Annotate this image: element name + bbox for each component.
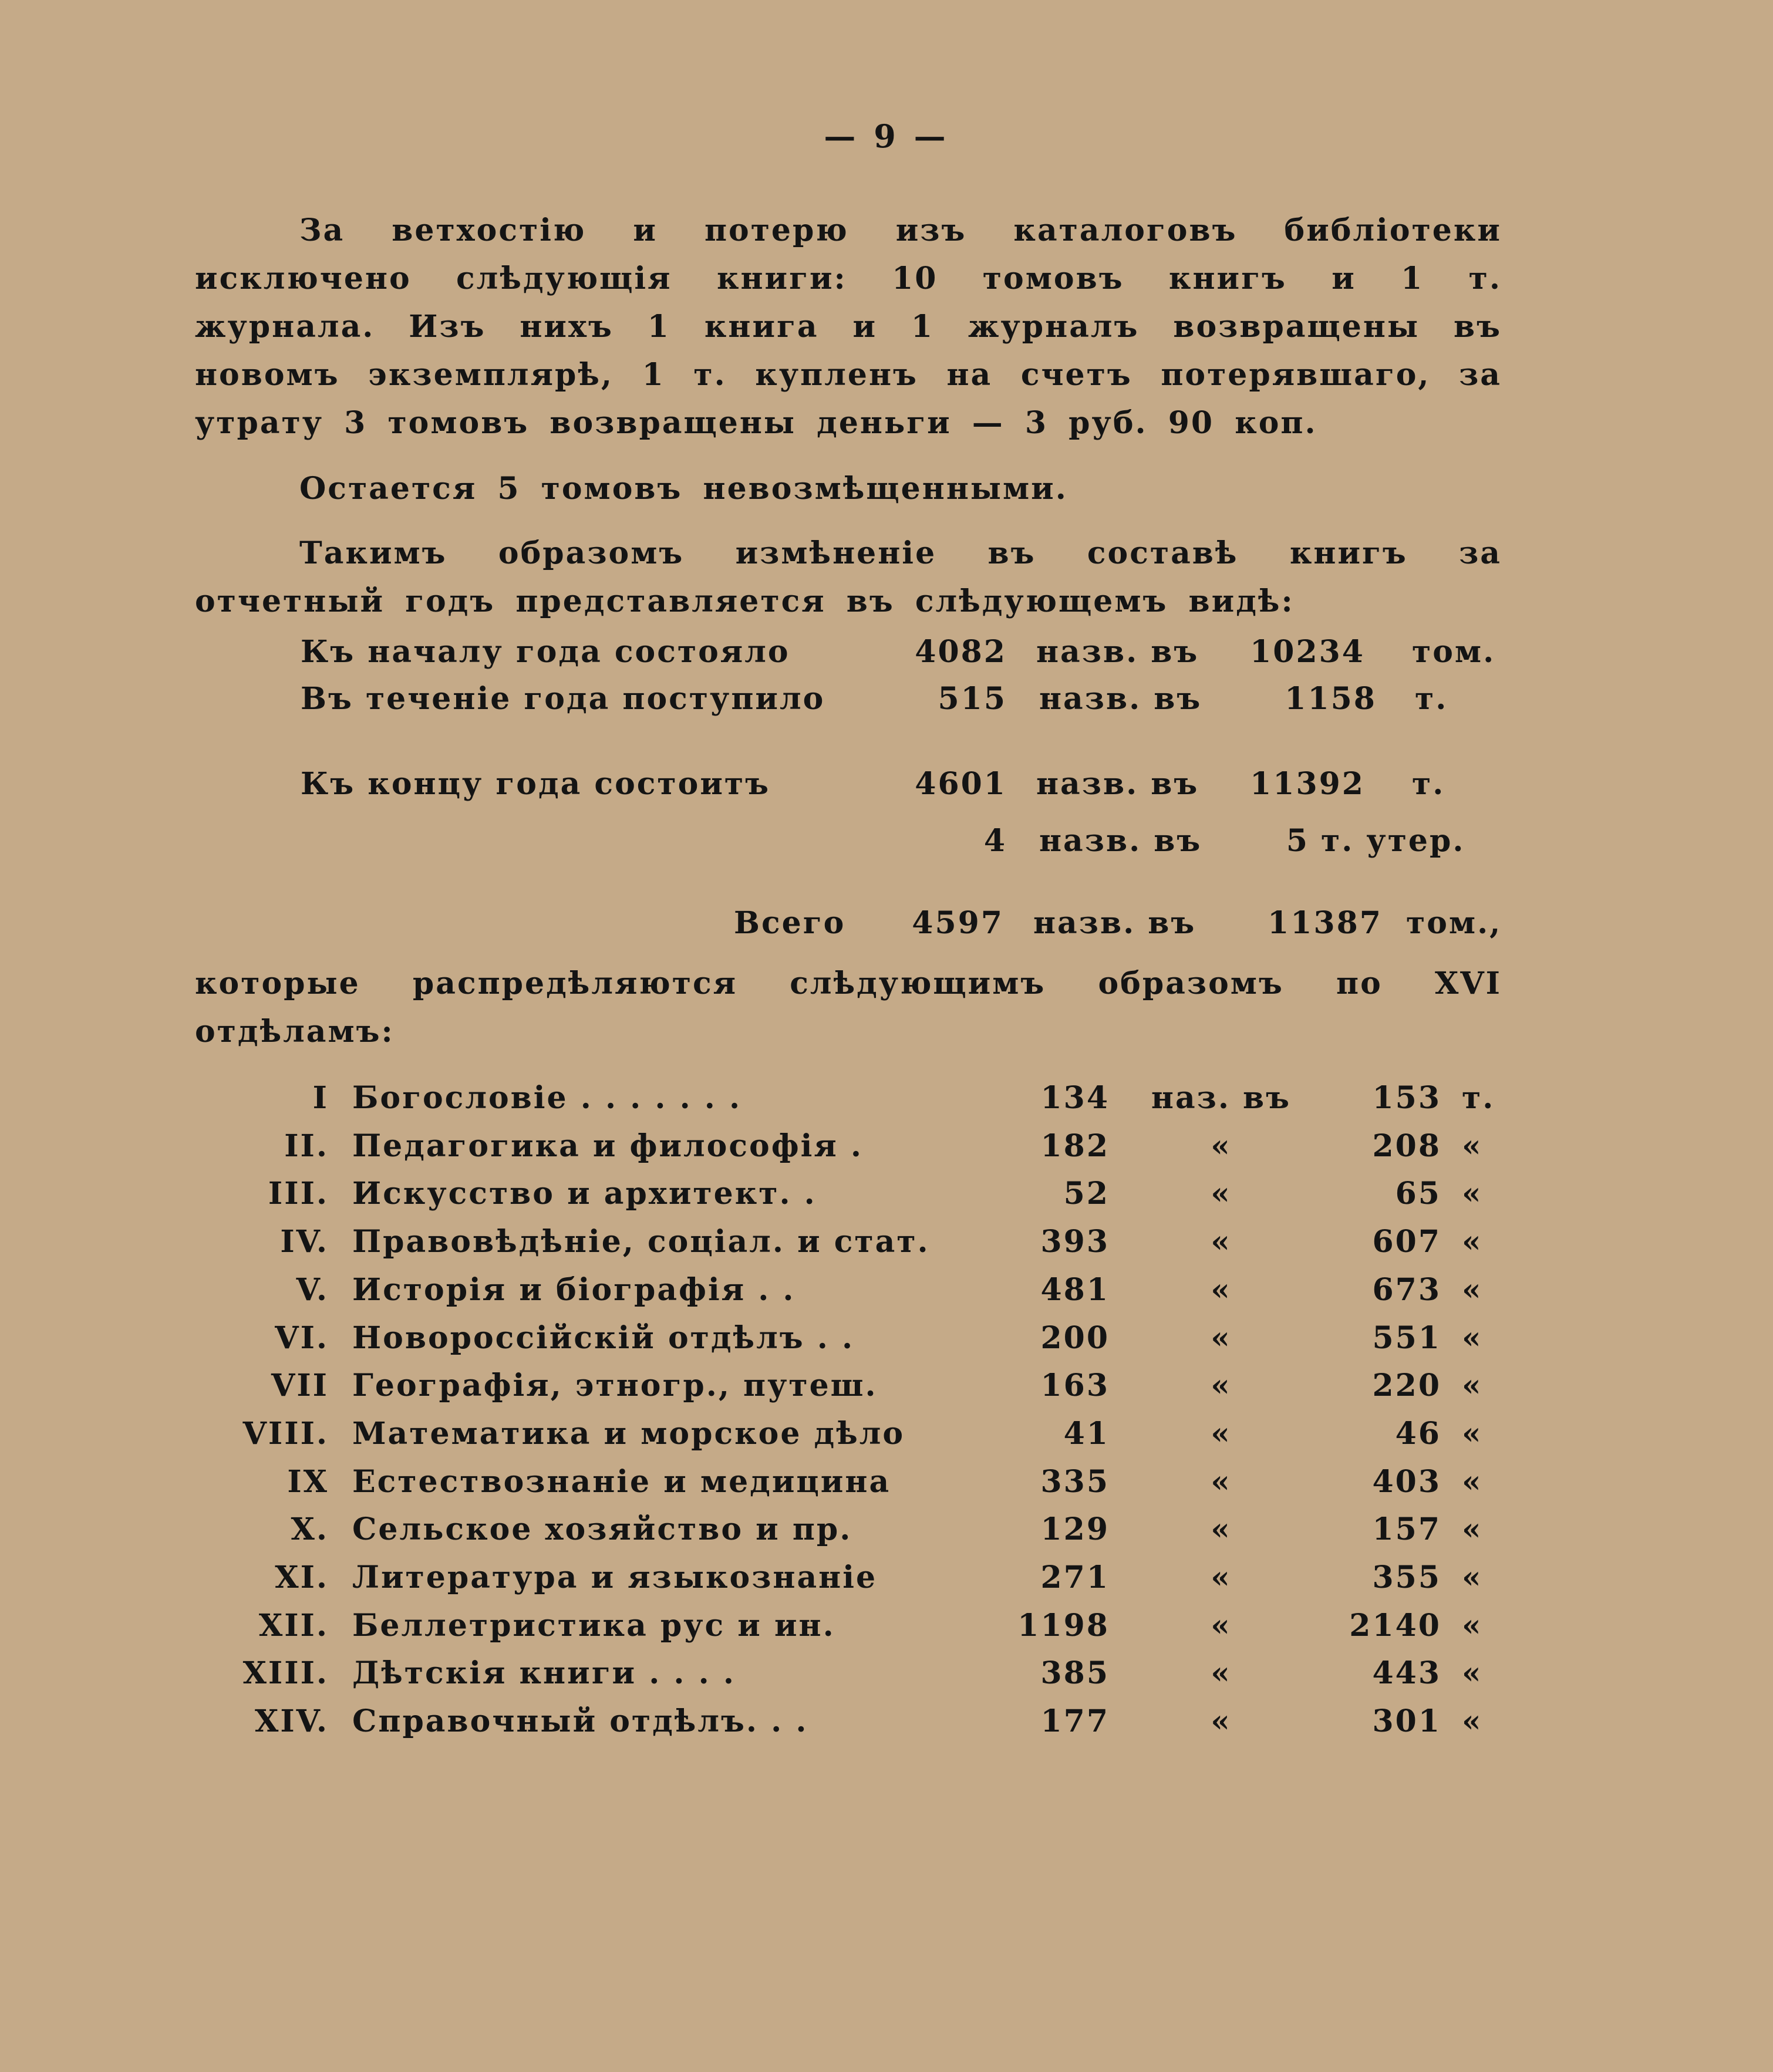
section-name: Богословіе . . . . . . . (352, 1080, 742, 1116)
summary-volumes: 1158 (1285, 681, 1377, 717)
section-volumes: 208 (1372, 1128, 1441, 1164)
section-row (0, 1511, 1773, 1553)
section-name: Естествознаніе и медицина (352, 1463, 891, 1500)
section-volumes-unit: « (1462, 1655, 1483, 1692)
section-row (0, 1416, 1773, 1457)
section-row (0, 1272, 1773, 1313)
paragraph-withdrawn-text: За ветхостію и потерю изъ каталоговъ библіотеки исключено слѣдующія книги: 10 томовъ книгъ и 1 т. журнала. Изъ нихъ 1 книга и 1 журналъ возвращены въ новомъ экземплярѣ, 1 т. купленъ на счетъ потерявшаго, за утрату 3 томовъ возвращены деньги — 3 руб. 90 коп. (195, 212, 1502, 441)
section-volumes-unit: « (1462, 1271, 1483, 1308)
section-volumes-unit: « (1462, 1368, 1483, 1404)
section-volumes-unit: « (1462, 1415, 1483, 1452)
section-titles-unit: « (1211, 1511, 1232, 1548)
paragraph-changes (195, 529, 1502, 626)
section-number: XI. (275, 1560, 329, 1595)
section-volumes-unit: « (1462, 1607, 1483, 1644)
section-name: Искусство и архитект. . (352, 1176, 817, 1212)
section-name: Беллетристика рус и ин. (352, 1607, 835, 1644)
summary-titles-unit: назв. въ (1036, 766, 1199, 802)
summary-titles: 4601 (915, 766, 1007, 802)
section-titles-unit: « (1211, 1128, 1232, 1164)
summary-row-end (0, 766, 1773, 807)
section-titles-unit: наз. въ (1151, 1080, 1292, 1116)
section-name: Педагогика и философія . (352, 1128, 863, 1164)
section-volumes-unit: « (1462, 1176, 1483, 1212)
page-number: — 9 — (824, 117, 949, 155)
section-volumes: 607 (1372, 1224, 1441, 1260)
section-titles: 481 (1040, 1271, 1110, 1308)
summary-titles-unit: назв. въ (1033, 905, 1196, 941)
section-volumes: 46 (1395, 1415, 1441, 1452)
section-titles: 200 (1040, 1320, 1110, 1356)
section-number: XII. (258, 1607, 329, 1644)
section-volumes: 153 (1372, 1080, 1441, 1116)
section-titles-unit: « (1211, 1224, 1232, 1260)
section-volumes: 355 (1372, 1560, 1441, 1595)
summary-titles: 4 (983, 823, 1007, 859)
section-titles-unit: « (1211, 1368, 1232, 1404)
summary-titles-unit: назв. въ (1036, 634, 1199, 670)
paragraph-withdrawn (195, 207, 1502, 447)
section-titles-unit: « (1211, 1176, 1232, 1212)
section-volumes: 157 (1372, 1511, 1441, 1548)
summary-volumes-unit: т. утер. (1321, 823, 1465, 859)
section-volumes-unit: « (1462, 1128, 1483, 1164)
summary-titles-unit: назв. въ (1039, 823, 1202, 859)
section-row (0, 1368, 1773, 1409)
section-titles: 271 (1040, 1560, 1110, 1595)
section-titles-unit: « (1211, 1415, 1232, 1452)
section-name: Литература и языкознаніе (352, 1560, 878, 1595)
section-titles: 335 (1040, 1463, 1110, 1500)
section-row (0, 1608, 1773, 1649)
section-titles-unit: « (1211, 1655, 1232, 1692)
summary-volumes: 10234 (1250, 634, 1365, 670)
section-row (0, 1224, 1773, 1265)
summary-volumes: 5 (1286, 823, 1309, 859)
summary-row-start (0, 634, 1773, 675)
section-name: Новороссійскій отдѣлъ . . (352, 1320, 855, 1356)
section-titles: 393 (1040, 1224, 1110, 1260)
section-volumes-unit: « (1462, 1560, 1483, 1595)
section-row (0, 1703, 1773, 1744)
summary-volumes-unit: т. (1415, 681, 1448, 717)
summary-label: Къ началу года состояло (301, 634, 790, 670)
paragraph-changes-text: Такимъ образомъ измѣненіе въ составѣ книгъ за отчетный годъ представляется въ слѣдующемъ видѣ: (195, 535, 1502, 619)
section-volumes-unit: « (1462, 1703, 1483, 1740)
section-name: Математика и морское дѣло (352, 1415, 905, 1452)
paragraph-remaining-text: Остается 5 томовъ невозмѣщенными. (299, 471, 1068, 507)
section-number: VIII. (242, 1415, 329, 1452)
section-volumes-unit: « (1462, 1511, 1483, 1548)
section-titles-unit: « (1211, 1703, 1232, 1740)
section-volumes-unit: т. (1462, 1080, 1495, 1116)
summary-label: Всего (734, 905, 846, 941)
section-titles: 385 (1040, 1655, 1110, 1692)
section-name: Справочный отдѣлъ. . . (352, 1703, 808, 1740)
section-name: Географія, этногр., путеш. (352, 1368, 878, 1404)
section-name: Сельское хозяйство и пр. (352, 1511, 852, 1548)
section-titles-unit: « (1211, 1607, 1232, 1644)
section-name: Исторія и біографія . . (352, 1271, 796, 1308)
section-name: Дѣтскія книги . . . . (352, 1655, 736, 1692)
section-row (0, 1176, 1773, 1217)
section-titles-unit: « (1211, 1560, 1232, 1595)
section-row (0, 1080, 1773, 1121)
section-volumes: 443 (1372, 1655, 1441, 1692)
summary-volumes: 11387 (1268, 905, 1383, 941)
section-titles: 129 (1040, 1511, 1110, 1548)
summary-titles: 4597 (912, 905, 1004, 941)
section-volumes: 301 (1372, 1703, 1441, 1740)
summary-row-received (0, 681, 1773, 722)
section-titles-unit: « (1211, 1320, 1232, 1356)
summary-volumes-unit: том. (1412, 634, 1496, 670)
section-titles: 52 (1063, 1176, 1110, 1212)
section-titles: 177 (1040, 1703, 1110, 1740)
summary-label: Въ теченіе года поступило (301, 681, 825, 717)
section-number: XIV. (254, 1703, 329, 1740)
section-titles: 163 (1040, 1368, 1110, 1404)
section-volumes: 403 (1372, 1463, 1441, 1500)
section-volumes-unit: « (1462, 1463, 1483, 1500)
section-volumes: 551 (1372, 1320, 1441, 1356)
section-titles: 182 (1040, 1128, 1110, 1164)
summary-titles: 515 (938, 681, 1007, 717)
section-volumes: 220 (1372, 1368, 1441, 1404)
section-volumes-unit: « (1462, 1224, 1483, 1260)
section-titles: 134 (1040, 1080, 1110, 1116)
section-volumes: 65 (1395, 1176, 1441, 1212)
section-number: III. (268, 1176, 329, 1212)
section-row (0, 1128, 1773, 1169)
section-row (0, 1560, 1773, 1601)
summary-label: Къ концу года состоитъ (301, 766, 770, 802)
section-volumes-unit: « (1462, 1320, 1483, 1356)
section-row (0, 1655, 1773, 1696)
summary-row-lost (0, 823, 1773, 864)
section-number: IX (287, 1463, 329, 1500)
section-number: X. (291, 1511, 329, 1548)
section-volumes: 2140 (1349, 1607, 1441, 1644)
section-number: II. (284, 1128, 329, 1164)
section-number: XIII. (242, 1655, 329, 1692)
paragraph-remaining (195, 465, 1502, 513)
summary-volumes: 11392 (1250, 766, 1365, 802)
section-titles: 41 (1063, 1415, 1110, 1452)
section-titles: 1198 (1017, 1607, 1110, 1644)
section-number: I (312, 1080, 329, 1116)
section-number: V. (296, 1271, 329, 1308)
section-name: Правовѣдѣніе, соціал. и стат. (352, 1224, 930, 1260)
section-row (0, 1320, 1773, 1361)
sections-intro: которые распредѣляются слѣдующимъ образомъ по XVI отдѣламъ: (195, 966, 1502, 1050)
summary-row-total (0, 905, 1773, 946)
section-number: IV. (280, 1224, 329, 1260)
section-titles-unit: « (1211, 1271, 1232, 1308)
section-volumes: 673 (1372, 1271, 1441, 1308)
section-number: VII (271, 1368, 329, 1404)
section-row (0, 1464, 1773, 1505)
section-titles-unit: « (1211, 1463, 1232, 1500)
summary-volumes-unit: т. (1412, 766, 1445, 802)
section-number: VI. (275, 1320, 329, 1356)
summary-titles: 4082 (915, 634, 1007, 670)
summary-volumes-unit: том., (1406, 905, 1502, 941)
summary-titles-unit: назв. въ (1039, 681, 1202, 717)
